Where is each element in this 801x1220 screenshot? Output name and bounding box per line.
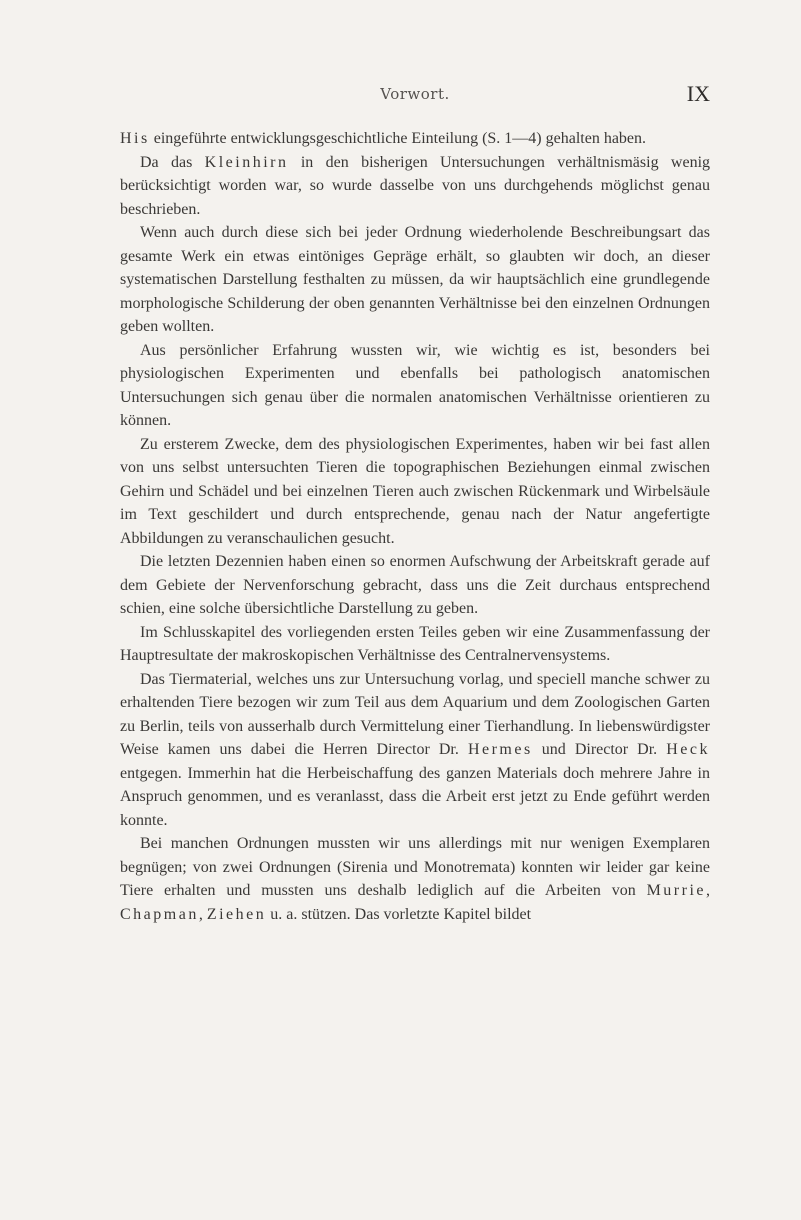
paragraph: [120, 339, 710, 433]
running-head: [120, 83, 710, 113]
text-run: entgegen. Immerhin hat die Herbeischaffung des ganzen Materials doch mehrere Jahre in Anspruch genommen, und es veranlasst, dass die Arbeit erst jetzt zu Ende geführt werden konnte.: [120, 764, 710, 829]
page-number: IX: [686, 81, 710, 106]
paragraph: [120, 550, 710, 621]
text-run: Die letzten Dezennien haben einen so enormen Aufschwung der Arbeitskraft gerade auf dem Gebiete der Nervenforschung gebracht, dass uns die Zeit durchaus entsprechend schien, eine solche übersichtliche Darstellung zu geben.: [120, 553, 710, 617]
paragraph: [120, 151, 710, 222]
text-run: ,: [198, 905, 207, 923]
text-run: Wenn auch durch diese sich bei jeder Ordnung wiederholende Beschreibungsart das gesamte Werk ein etwas eintöniges Gepräge erhält, so glaubten wir doch, an dieser systematischen Darstellung festhalten zu müssen, da wir hauptsächlich eine grundlegende morphologische Schilderung der oben genannten Verhältnisse bei den einzelnen Ordnungen geben wollten.: [120, 224, 710, 335]
text-run: Bei manchen Ordnungen mussten wir uns allerdings mit nur wenigen Exemplaren begnügen; von zwei Ordnungen (Sirenia und Monotremata) konnten wir leider gar keine Tiere erhalten und mussten uns deshalb lediglich auf die Arbeiten von: [120, 835, 710, 899]
text-run: Im Schlusskapitel des vorliegenden ersten Teiles geben wir eine Zusammenfassung der Hauptresultate der makroskopischen Verhältnisse des Centralnervensystems.: [120, 623, 710, 664]
text-run: eingeführte entwicklungsgeschichtliche Einteilung (S. 1—4) gehalten haben.: [149, 130, 647, 147]
text-run: Aus persönlicher Erfahrung wussten wir, wie wichtig es ist, besonders bei physiologischen Experimenten und ebenfalls bei pathologisch anatomischen Untersuchungen sich genau über die normalen anatomischen Verhältnisse orientieren zu können.: [120, 341, 710, 429]
spaced-name: His: [120, 130, 150, 147]
spaced-name: Kleinhirn: [204, 153, 289, 171]
text-run: und Director Dr.: [532, 741, 667, 758]
paragraph: [120, 621, 710, 668]
spaced-name: Ziehen: [206, 905, 267, 923]
text-run: Zu ersterem Zwecke, dem des physiologischen Experimentes, haben wir bei fast allen von uns selbst untersuchten Tieren die topographischen Beziehungen einmal zwischen Gehirn und Schädel und bei einzelnen Tieren auch zwischen Rückenmark und Wirbelsäule im Text geschildert und durch entsprechende, genau nach der Natur angefertigte Abbildungen zu veranschaulichen gesucht.: [120, 435, 710, 547]
spaced-name: Hermes: [467, 741, 533, 758]
spaced-name: Chapman: [120, 905, 199, 923]
text-run: Das Tiermaterial, welches uns zur Untersuchung vorlag, und speciell manche schwer zu erhaltenden Tiere bezogen wir zum Teil aus dem Aquarium und dem Zoologischen Garten zu Berlin, teils von ausserhalb durch Vermittelung einer Tierhandlung. In liebenswürdigster Weise kamen uns dabei die Herren Director Dr.: [120, 670, 710, 758]
body-text: [120, 127, 710, 926]
paragraph: [120, 433, 710, 551]
text-run: Da das: [140, 153, 205, 171]
text-run: in den bisherigen Untersuchungen verhältnismäsig wenig berücksichtigt worden war, so wurde dasselbe von uns durchgehends möglichst genau beschrieben.: [120, 153, 711, 218]
text-run: u. a. stützen. Das vorletzte Kapitel bildet: [266, 905, 532, 923]
spaced-name: Heck: [666, 741, 710, 758]
spaced-name: Murrie: [646, 882, 706, 899]
paragraph: [120, 668, 710, 833]
running-title: Vorwort.: [380, 85, 450, 103]
paragraph: [120, 127, 710, 151]
paragraph: [120, 832, 710, 926]
text-run: ,: [706, 882, 710, 899]
paragraph: [120, 221, 710, 339]
